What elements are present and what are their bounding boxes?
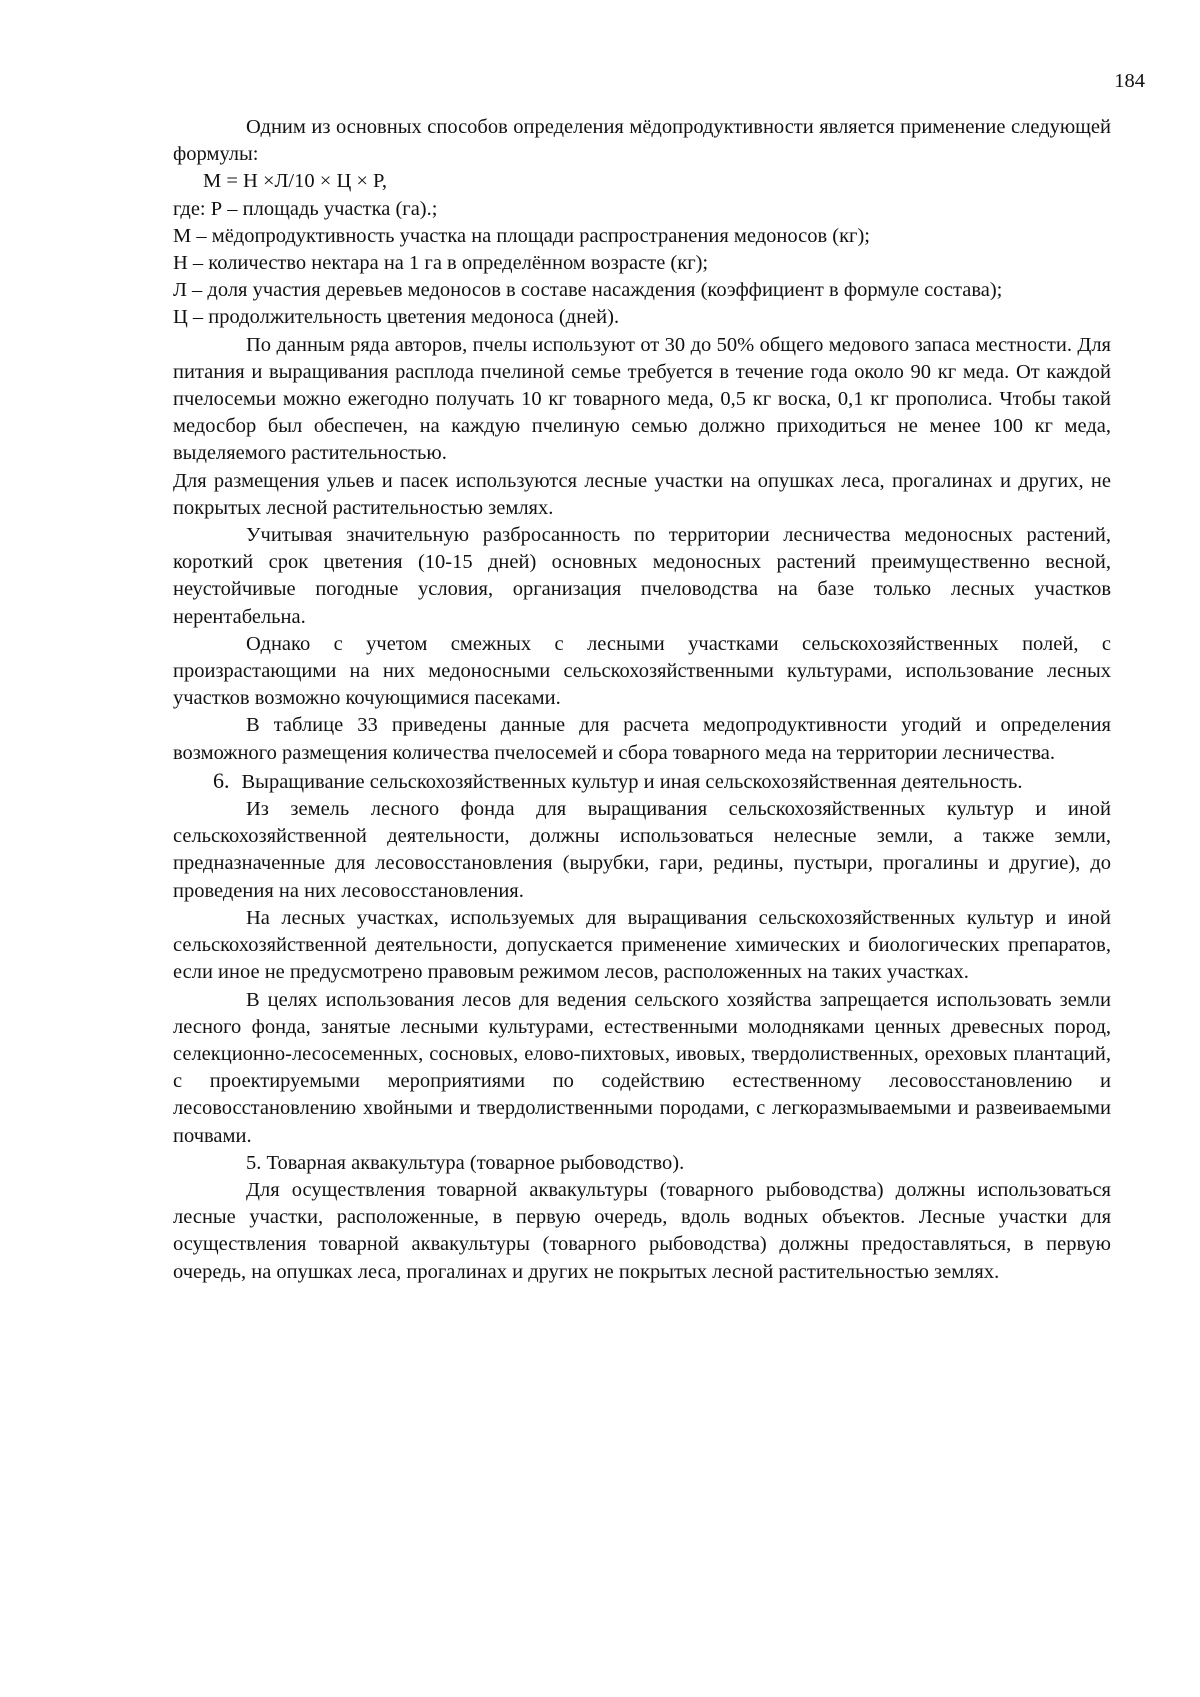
paragraph-prohibited: В целях использования лесов для ведения сельского хозяйства запрещается использовать земли лесного фонда, занятые лесными культурами, естественными молодняками ценных древесных пород, селекционно-лесосеменных, сосновых, елово-пихтовых, ивовых, твердолиственных, ореховых плантаций, с проектируемыми мероприятиями по содействию естественному лесовосстановлению и лесовосстановлению хвойными и твердолиственными породами, с легкоразмываемыми и развеиваемыми почвами. xyxy=(173,988,1111,1147)
definition-c: Ц – продолжительность цветения медоноса (дней). xyxy=(173,306,620,329)
page-number: 184 xyxy=(1114,70,1145,92)
paragraph-chemicals: На лесных участках, используемых для выращивания сельскохозяйственных культур и иной сельскохозяйственной деятельности, допускается применение химических и биологических препаратов, если иное не предусмотрено правовым режимом лесов, расположенных на таких участках. xyxy=(173,906,1111,984)
definition-l: Л – доля участия деревьев медоносов в составе насаждения (коэффициент в формуле состава); xyxy=(173,279,1003,302)
paragraph-hives: Для размещения ульев и пасек используются лесные участки на опушках леса, прогалинах и других, не покрытых лесной растительностью землях. xyxy=(173,469,1111,519)
paragraph-bees: По данным ряда авторов, пчелы используют от 30 до 50% общего медового запаса местности. Для питания и выращивания расплода пчелиной семье требуется в течение года около 90 кг меда. От каждой пчелосемьи можно ежегодно получать 10 кг товарного меда, 0,5 кг воска, 0,1 кг прополиса. Чтобы такой медосбор был обеспечен, на каждую пчелиную семью должно приходиться не менее 100 кг меда, выделяемого растительностью. xyxy=(173,333,1111,465)
definition-p: где: Р – площадь участка (га).; xyxy=(173,197,438,220)
definition-n: Н – количество нектара на 1 га в определённом возрасте (кг); xyxy=(173,252,709,275)
section-title-6: Выращивание сельскохозяйственных культур и иная сельскохозяйственная деятельность. xyxy=(241,770,1023,793)
definition-m: М – мёдопродуктивность участка на площади распространения медоносов (кг); xyxy=(173,224,870,247)
section-heading-5: 5. Товарная аквакультура (товарное рыбоводство). xyxy=(246,1151,685,1174)
section-number-6: 6. xyxy=(213,767,230,793)
honey-productivity-formula: М = Н ×Л/10 × Ц × Р, xyxy=(203,170,388,193)
paragraph-aquaculture: Для осуществления товарной аквакультуры (товарного рыбоводства) должны использоваться лесные участки, расположенные, в первую очередь, вдоль водных объектов. Лесные участки для осуществления товарной аквакультуры (товарного рыбоводства) должны предоставляться, в первую очередь, на опушках леса, прогалинах и других не покрытых лесной растительностью землях. xyxy=(173,1178,1111,1283)
paragraph-lands: Из земель лесного фонда для выращивания сельскохозяйственных культур и иной сельскохозяйственной деятельности, должны использоваться нелесные земли, а также земли, предназначенные для лесовосстановления (вырубки, гари, редины, пустыри, прогалины и другие), до проведения на них лесовосстановления. xyxy=(173,798,1111,902)
section-heading-6 xyxy=(173,767,1111,796)
body-text xyxy=(173,114,1111,1286)
paragraph-intro: Одним из основных способов определения мёдопродуктивности является применение следующей формулы: xyxy=(173,116,1111,166)
paragraph-dispersion: Учитывая значительную разбросанность по территории лесничества медоносных растений, короткий срок цветения (10-15 дней) основных медоносных растений преимущественно весной, неустойчивые погодные условия, организация пчеловодства на базе только лесных участков нерентабельна. xyxy=(173,524,1111,628)
paragraph-table-33: В таблице 33 приведены данные для расчета медопродуктивности угодий и определения возможного размещения количества пчелосемей и сбора товарного меда на территории лесничества. xyxy=(173,714,1111,764)
paragraph-however: Однако с учетом смежных с лесными участками сельскохозяйственных полей, с произрастающими на них медоносными сельскохозяйственными культурами, использование лесных участков возможно кочующимися пасеками. xyxy=(173,632,1111,710)
